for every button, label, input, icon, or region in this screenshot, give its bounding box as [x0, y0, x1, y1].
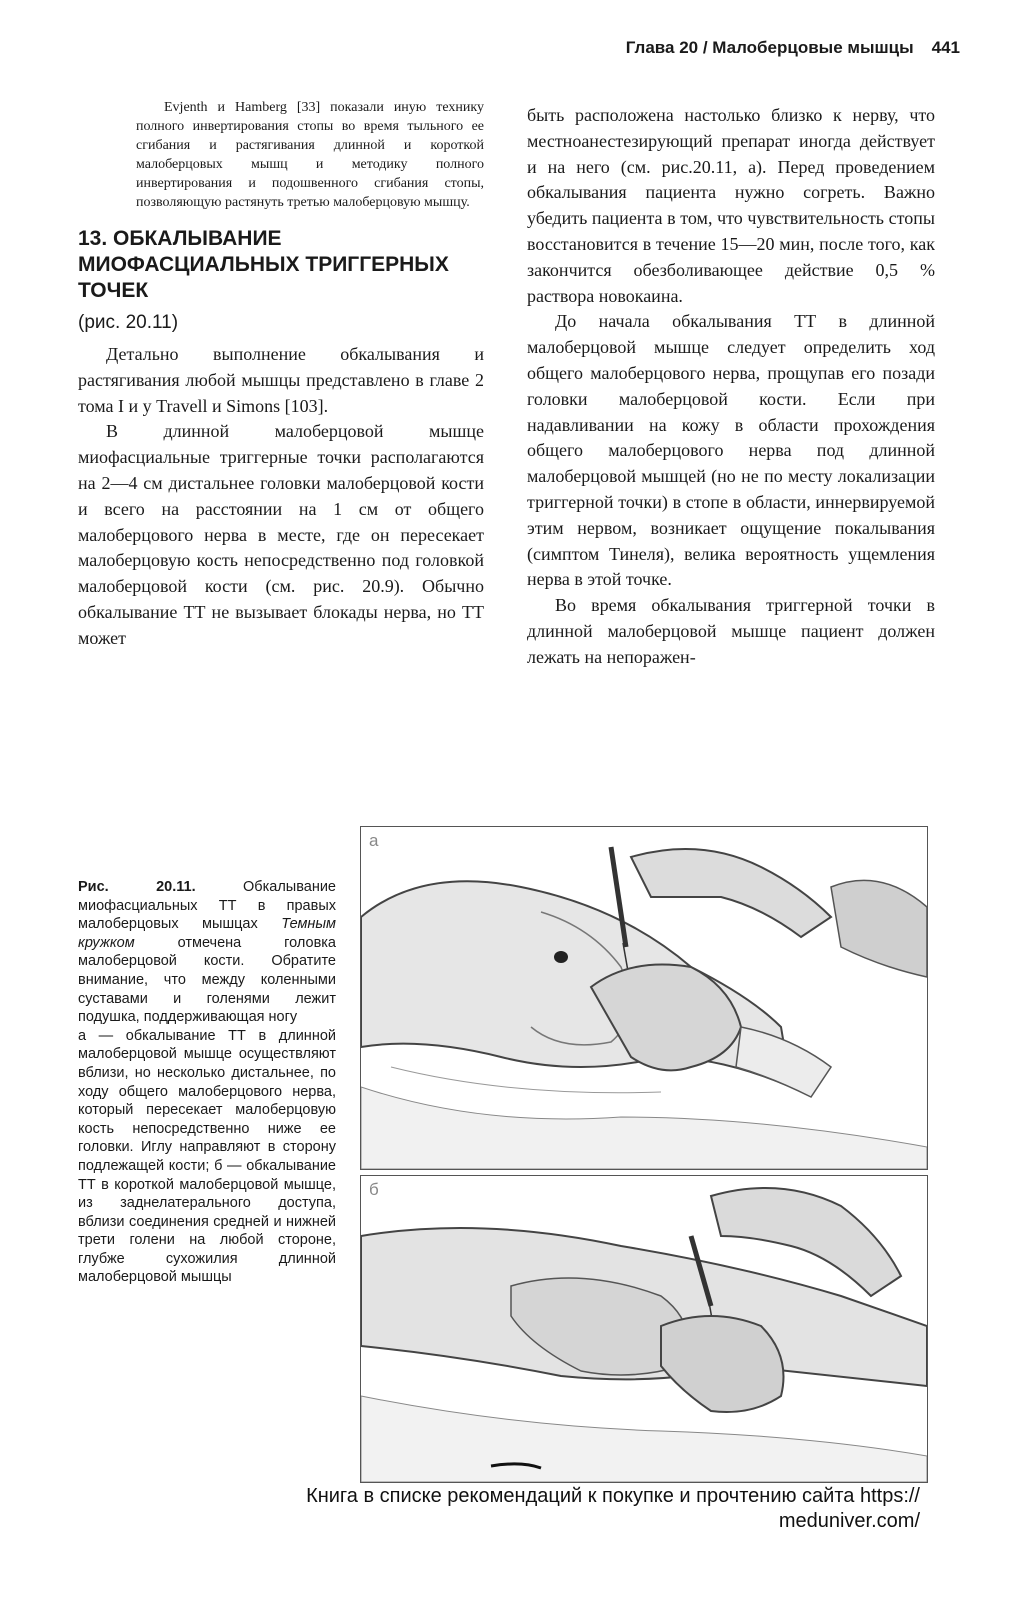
- section-figure-ref: (рис. 20.11): [78, 312, 179, 333]
- injection-leg-drawing: [361, 827, 927, 1169]
- section-title: 13. ОБКАЛЫВАНИЕ МИОФАСЦИАЛЬНЫХ ТРИГГЕРНЫХ ТОЧЕК: [78, 227, 449, 302]
- footer-line: meduniver.com/: [778, 1510, 920, 1532]
- figure-a-label: а: [369, 831, 379, 850]
- injection-leg-drawing: [361, 1176, 927, 1482]
- running-header: [560, 38, 960, 58]
- body-paragraph: В длинной малоберцовой мышце миофасциальные триггерные точки располагаются на 2—4 см дистальнее головки малоберцовой кости и всего на расстоянии на 1 см от общего малоберцового нерва в месте, где он пересекает малоберцовую кость непосредственно под головкой малоберцовой кости (см. рис. 20.9). Обычно обкалывание ТТ не вызывает блокады нерва, но ТТ может: [78, 421, 484, 648]
- figure-b-illustration: [360, 1175, 928, 1483]
- figure-b-label: б: [369, 1180, 379, 1199]
- figure-caption: [78, 878, 336, 1287]
- chapter-title: Глава 20 / Малоберцовые мышцы: [625, 38, 914, 57]
- left-column: [78, 98, 484, 652]
- body-paragraph: До начала обкалывания ТТ в длинной малоберцовой мышце следует определить ход общего малоберцового нерва, прощупав его позади головки малоберцовой кости. Если при надавливании на кожу в области прохождения общего малоберцового нерва под длинной малоберцовой мышцей (но не по месту локализации триггерной точки) в стопе в области, иннервируемой этим нервом, возникает ощущение покалывания (симптом Тинеля), велика вероятность ущемления нерва в этой точке.: [527, 311, 935, 590]
- caption-text: отмечена головка малоберцовой кости. Обратите внимание, что между коленными суставами и голенями лежит подушка, поддерживающая ногу: [78, 934, 336, 1026]
- fibular-head-dot: [554, 951, 568, 963]
- caption-italic: Темным кружком: [78, 916, 336, 951]
- page-number: 441: [931, 38, 960, 57]
- caption-label: Рис. 20.11.: [78, 879, 196, 895]
- body-paragraph: Во время обкалывания триггерной точки в длинной малоберцовой мышце пациент должен лежать на непоражен-: [527, 595, 935, 667]
- footer-line: Книга в списке рекомендаций к покупке и прочтению сайта https://: [306, 1485, 920, 1507]
- figure-a-illustration: [360, 826, 928, 1170]
- body-paragraph: Детально выполнение обкалывания и растягивания любой мышцы представлено в главе 2 тома I и у Travell и Simons [103].: [78, 344, 484, 416]
- right-column: [527, 103, 935, 671]
- caption-text: Обкалывание миофасциальных ТТ в правых малоберцовых мышцах: [78, 879, 336, 933]
- quote-paragraph: Evjenth и Hamberg [33] показали иную технику полного инвертирования стопы во время тыльного ее сгибания и растягивания длинной и короткой малоберцовых мышц и методику полного инвертирования и подошвенного сгибания стопы, позволяющую растянуть третью малоберцовую мышцу.: [136, 100, 484, 210]
- body-paragraph: быть расположена настолько близко к нерву, что местноанестезирующий препарат иногда действует и на него (см. рис.20.11, а). Перед проведением обкалывания пациента нужно согреть. Важно убедить пациента в том, что чувствительность стопы восстановится в течение 15—20 мин, после того, как закончится обезболивающее действие 0,5 % раствора новокаина.: [527, 105, 935, 306]
- caption-text: а — обкалывание ТТ в длинной малоберцовой мышце осуществляют вблизи, но несколько дистальнее, по ходу общего малоберцового нерва, который пересекает малоберцовую кость непосредственно ниже ее головки. Иглу направляют в сторону подлежащей кости; б — обкалывание ТТ в короткой малоберцовой мышце, из заднелатерального доступа, вблизи соединения средней и нижней трети голени на любой стороне, глубже сухожилия длинной малоберцовой мышцы: [78, 1027, 336, 1286]
- footer-watermark: [150, 1484, 920, 1534]
